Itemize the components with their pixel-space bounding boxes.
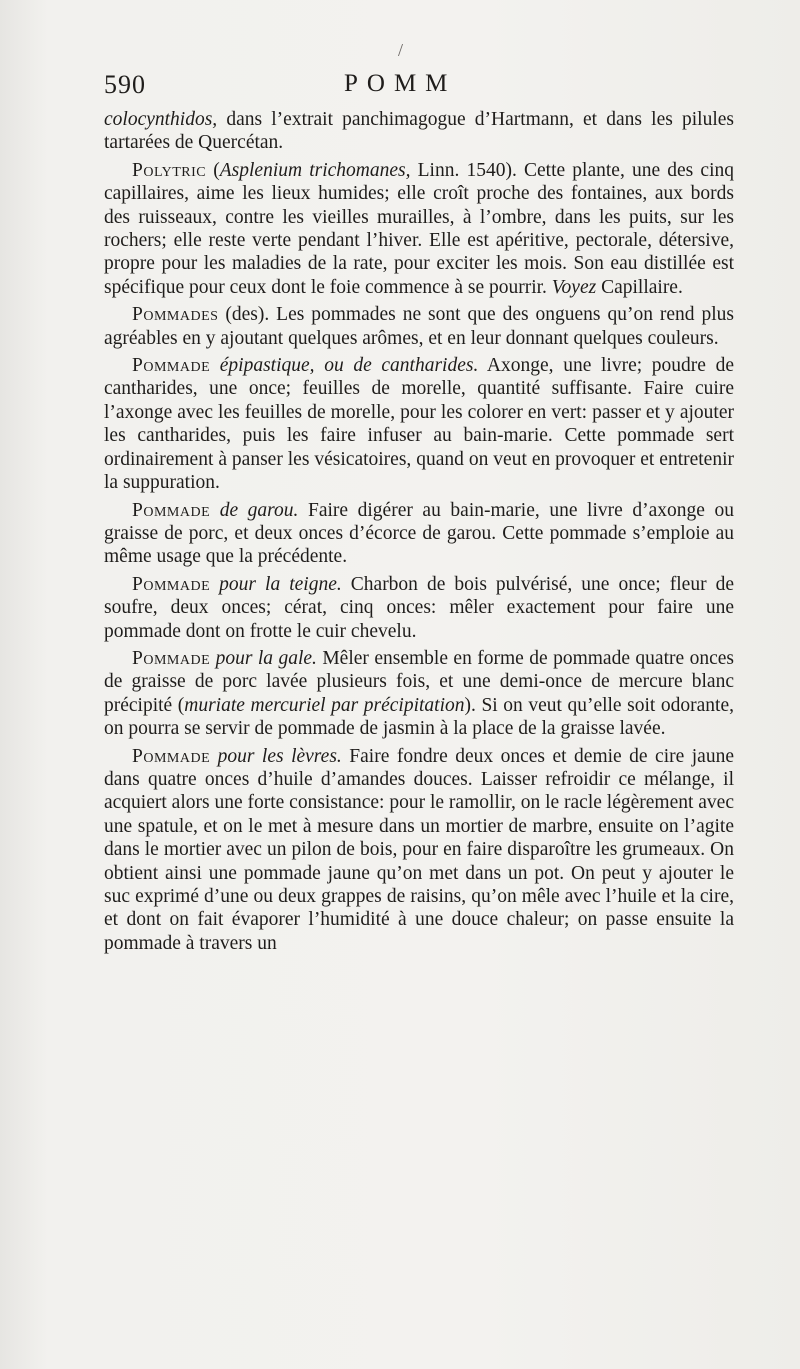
italic-text: muriate mercuriel par précipitation <box>184 694 465 716</box>
text-run: dans l’extrait panchimagogue d’Hartmann, et dans les pilules tartarées de Quercétan. <box>104 109 734 154</box>
paragraph <box>104 303 734 350</box>
top-pencil-mark: / <box>398 40 404 60</box>
italic-text: Asplenium trichomanes, <box>219 159 411 181</box>
italic-text: Voyez <box>551 276 597 298</box>
paragraph <box>104 499 734 569</box>
text-run: Charbon de bois pulvérisé, une once; fleur de soufre, deux onces; cérat, cinq onces: mêler exactement pour faire une pommade dont on frotte le cuir chevelu. <box>104 573 734 642</box>
paragraph <box>104 647 734 741</box>
paragraph <box>104 573 734 643</box>
italic-text: pour les lèvres. <box>210 745 342 767</box>
paragraph <box>104 745 734 956</box>
paragraph <box>104 108 734 155</box>
page-number: 590 <box>104 70 146 99</box>
body-text <box>104 108 734 959</box>
text-run: Mêler ensemble en forme de pommade quatre onces de graisse de porc lavée plusieurs fois, et une demi-once de mercure blanc précipité ( <box>104 647 734 716</box>
italic-text: de garou. <box>210 499 299 521</box>
text-run: ( <box>206 159 220 181</box>
entry-headword: Pommade <box>132 573 211 595</box>
entry-headword: Pommade <box>132 499 211 521</box>
entry-headword: Pommades <box>132 304 219 326</box>
paragraph <box>104 354 734 494</box>
italic-text: pour la teigne. <box>210 573 342 595</box>
text-run: Faire digérer au bain-marie, une livre d’axonge ou graisse de porc, et deux onces d’écorce de garou. Cette pommade s’emploie au même usage que la précédente. <box>104 499 734 568</box>
running-head: POMM <box>344 70 457 97</box>
entry-headword: Pommade <box>132 647 211 669</box>
italic-text: pour la gale. <box>210 647 317 669</box>
text-run: Axonge, une livre; poudre de cantharides, une once; feuilles de morelle, quantité suffisante. Faire cuire l’axonge avec les feuilles de morelle, pour les colorer en vert: passer et y ajouter les cantharides, puis les faire infuser au bain-marie. Cette pommade sert ordinairement à panser les vésicatoires, quand on veut en provoquer et entretenir la suppuration. <box>104 355 734 494</box>
text-run: (des). Les pommades ne sont que des onguens qu’on rend plus agréables en y ajoutant quelques arômes, et en leur donnant quelques couleurs. <box>104 304 734 349</box>
entry-headword: Pommade <box>132 355 211 377</box>
italic-text: épipastique, ou de cantharides. <box>210 355 479 377</box>
page-header <box>104 70 730 106</box>
text-run: ). Si on veut qu’elle soit odorante, on pourra se servir de pommade de jasmin à la place de la graisse lavée. <box>104 694 734 740</box>
entry-headword: Pommade <box>132 745 211 767</box>
paragraph <box>104 159 734 299</box>
text-run: Linn. 1540). Cette plante, une des cinq capillaires, aime les lieux humides; elle croît proche des fontaines, aux bords des ruisseaux, contre les vieilles murailles, à l’ombre, dans les puits, sur les rochers; elle reste verte pendant l’hiver. Elle est apéritive, pectorale, détersive, propre pour les maladies de la rate, pour exciter les mois. Son eau distillée est spécifique pour ceux dont le foie commence à se pourrir. <box>104 159 734 298</box>
text-run: Capillaire. <box>596 276 683 298</box>
italic-text: colocynthidos, <box>104 109 218 130</box>
entry-headword: Polytric <box>132 159 207 181</box>
text-run: Faire fondre deux onces et demie de cire jaune dans quatre onces d’huile d’amandes douces. Laisser refroidir ce mélange, il acquiert alors une forte consistance: pour le ramollir, on le racle légèrement avec une spatule, et on le met à mesure dans un mortier de marbre, ensuite on l’agite dans le mortier avec un pilon de bois, pour en faire disparoître les grumeaux. On obtient ainsi une pommade jaune qu’on met dans un pot. On peut y ajouter le suc exprimé d’une ou deux grappes de raisins, qu’on mêle avec l’huile et la cire, et dont on fait évaporer l’humidité à une douce chaleur; on passe ensuite la pommade à travers un <box>104 745 734 954</box>
